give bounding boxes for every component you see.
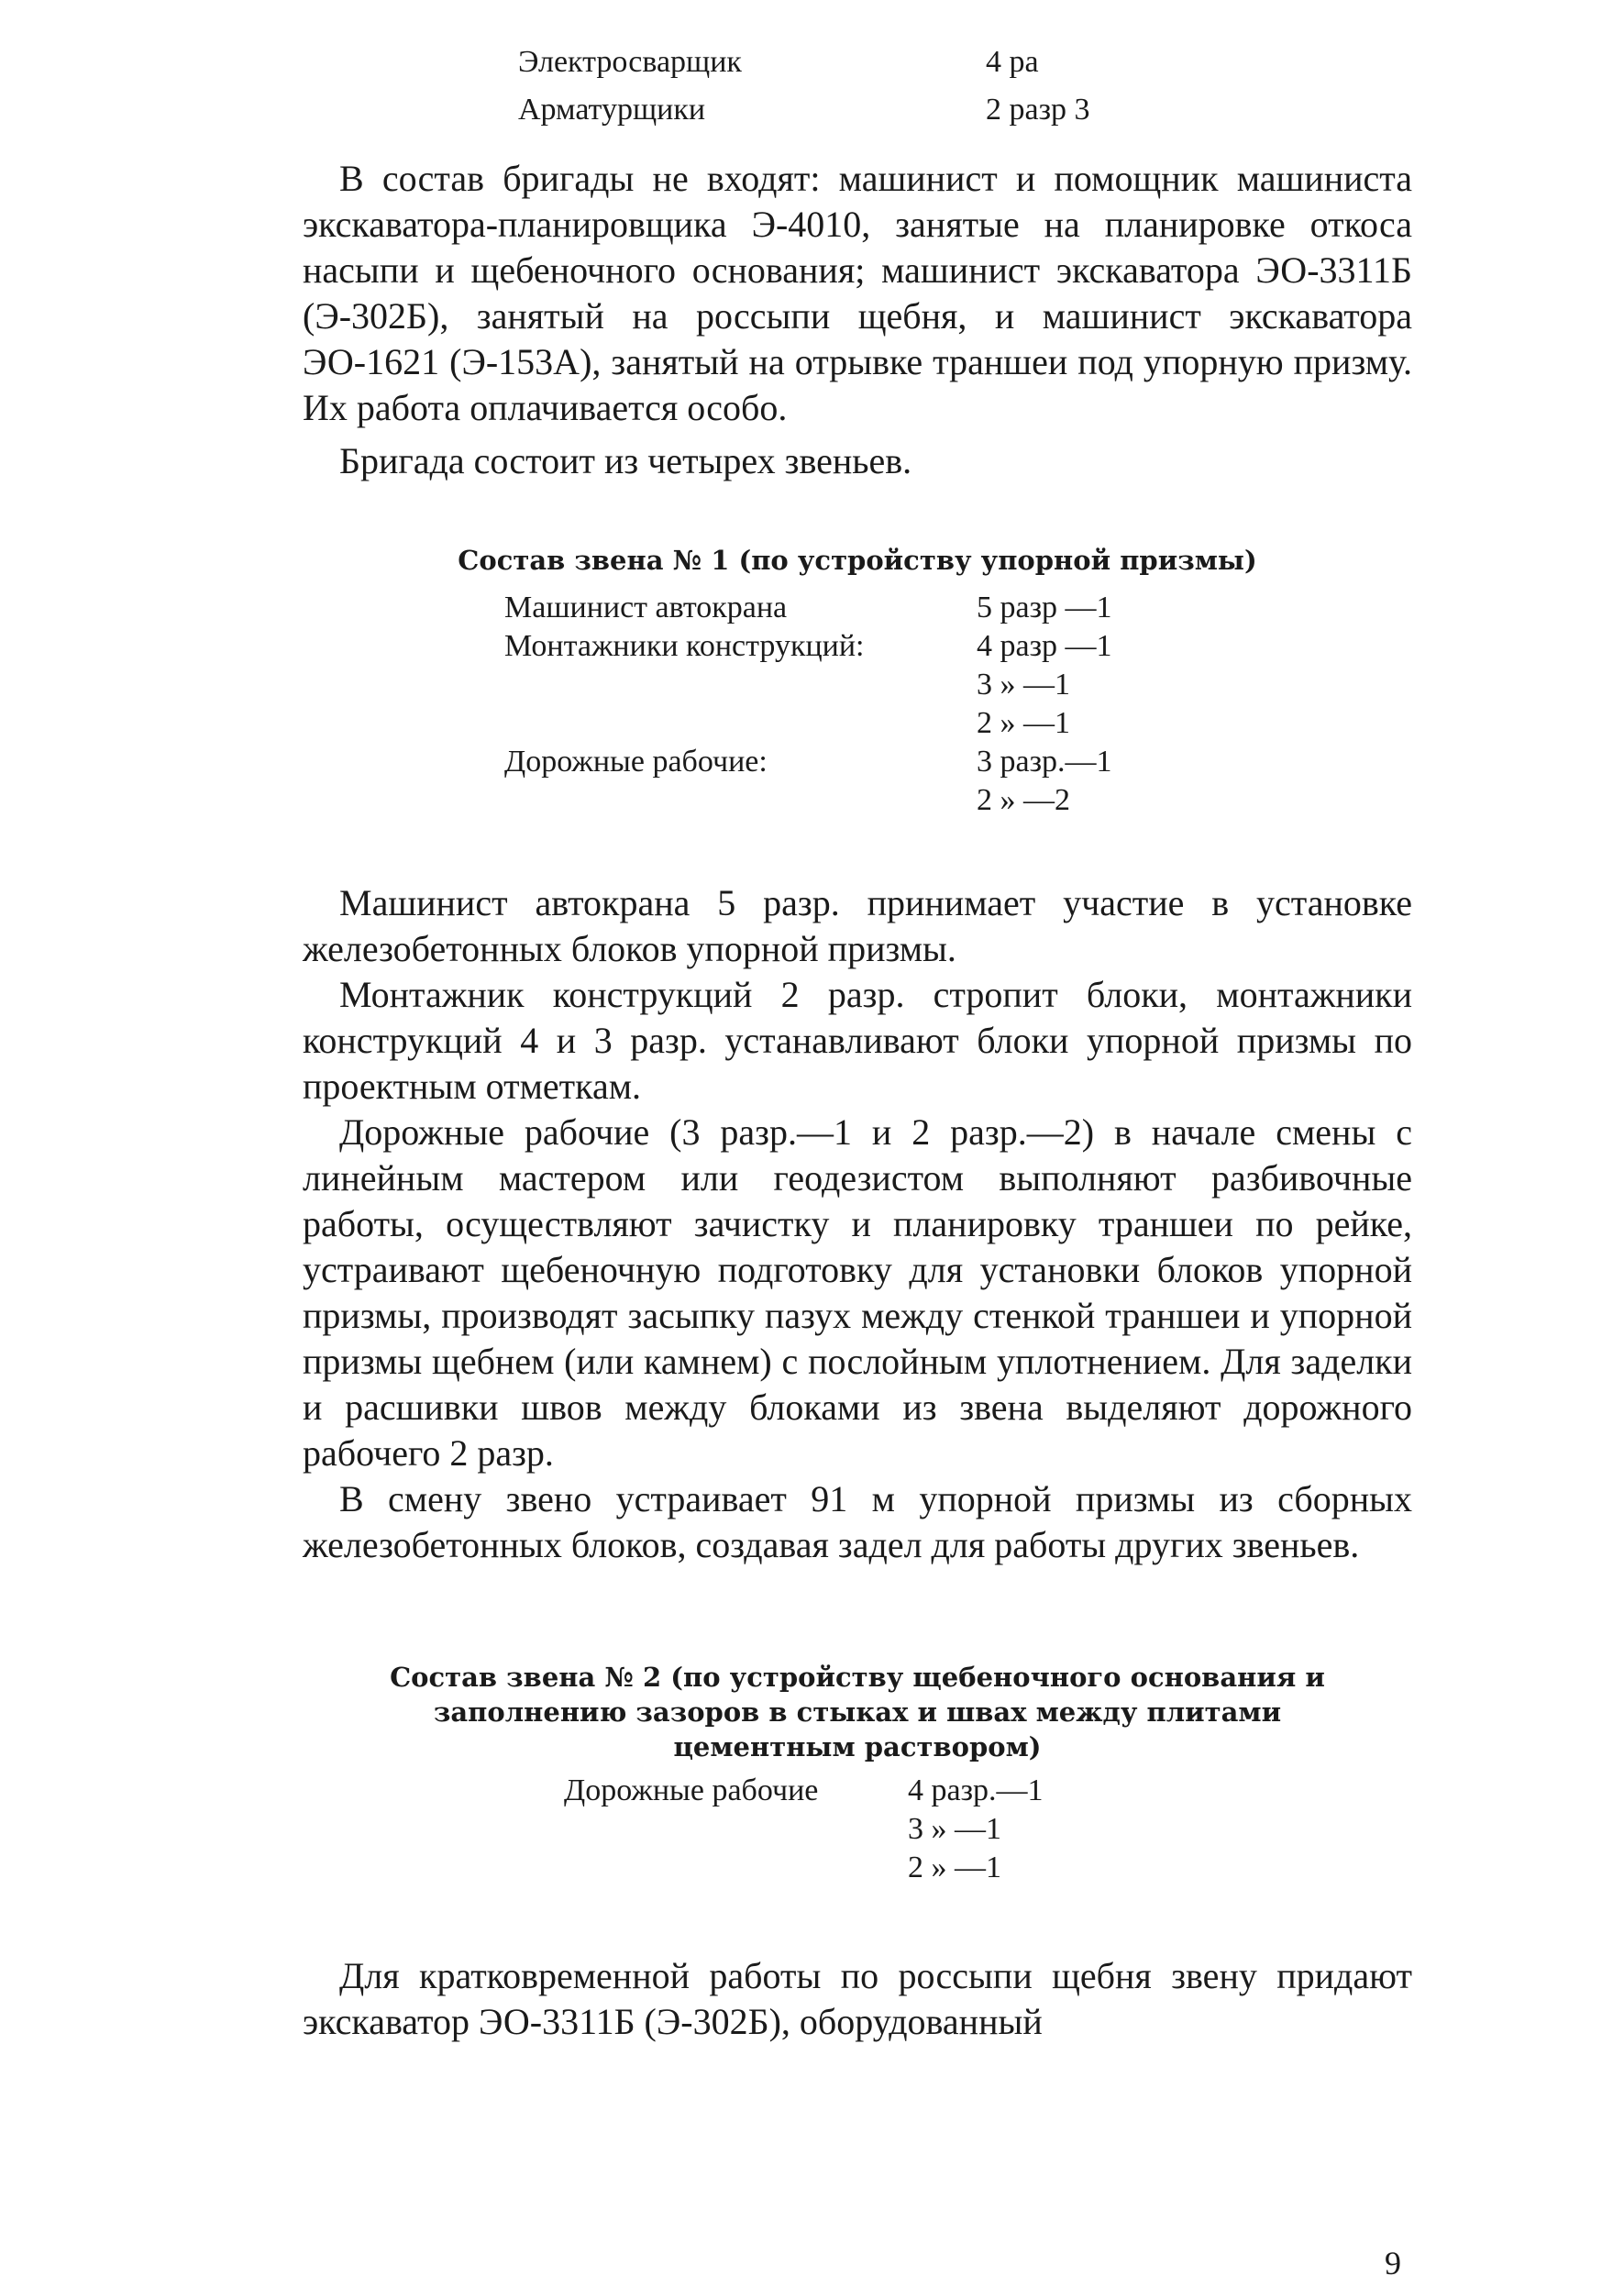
row-value: 5 разр —1 — [977, 591, 1112, 624]
paragraph — [303, 438, 1412, 484]
paragraph — [303, 156, 1412, 431]
list-item-label: Электросварщик — [518, 45, 742, 79]
row-value: 2 » —2 — [977, 783, 1070, 817]
paragraph — [303, 972, 1412, 1110]
paragraph-text: Дорожные рабочие (3 разр.—1 и 2 разр.—2) в начале смены с линейным мастером или геодезистом выполняют разбивочные работы, осуществляют зачистку и планировку траншеи по рейке, устраивают щебеночную подготовку для установки блоков упорной призмы, производят засыпку пазух между стенкой траншеи и упорной призмы щебнем (или камнем) с послойным уплотнением. Для заделки и расшивки швов между блоками из звена выделяют дорожного рабочего 2 разр. — [303, 1111, 1412, 1474]
table-row — [564, 1772, 1151, 1810]
table-row — [564, 1849, 1151, 1887]
crew-table — [564, 1772, 1151, 1887]
row-value: 4 разр.—1 — [908, 1773, 1044, 1807]
paragraph — [303, 1110, 1412, 1476]
row-value: 2 » —1 — [908, 1851, 1001, 1884]
paragraph — [303, 1476, 1412, 1568]
page-number: 9 — [1385, 2245, 1401, 2281]
row-value: 3 » —1 — [977, 668, 1070, 702]
paragraph-text: Бригада состоит из четырех звеньев. — [339, 440, 912, 481]
crew-table — [504, 589, 1201, 820]
row-label: Машинист автокрана — [504, 591, 788, 624]
row-label: Монтажники конструкций: — [504, 629, 865, 663]
paragraph — [303, 1953, 1412, 2045]
section-caption: Состав звена № 2 (по устройству щебеночного основания и заполнению зазоров в стыках и швах между плитами цементным раствором) — [390, 1662, 1325, 1762]
row-value: 2 » —1 — [977, 706, 1070, 740]
list-item-value: 2 разр 3 — [986, 93, 1090, 127]
row-label: Дорожные рабочие: — [504, 745, 768, 779]
table-row — [504, 627, 1201, 666]
table-row — [504, 666, 1201, 704]
row-label: Дорожные рабочие — [564, 1773, 819, 1807]
table-row — [504, 704, 1201, 743]
paragraph-text: Машинист автокрана 5 разр. принимает участие в установке железобетонных блоков упорной призмы. — [303, 882, 1412, 969]
paragraph-text: В состав бригады не входят: машинист и помощник машиниста экскаватора-планировщика Э-4010, занятые на планировке откоса насыпи и щебеночного основания; машинист экскаватора ЭО-3311Б (Э-302Б), занятый на россыпи щебня, и машинист экскаватора ЭО-1621 (Э-153А), занятый на отрывке траншеи под упорную призму. Их работа оплачивается особо. — [303, 158, 1412, 428]
list-item-label: Арматурщики — [518, 93, 706, 127]
row-value: 3 разр.—1 — [977, 745, 1112, 779]
paragraph-text: Монтажник конструкций 2 разр. стропит блоки, монтажники конструкций 4 и 3 разр. устанавливают блоки упорной призмы по проектным отметкам. — [303, 974, 1412, 1107]
paragraph — [303, 880, 1412, 972]
section-caption: Состав звена № 1 (по устройству упорной призмы) — [458, 545, 1257, 576]
table-row — [504, 589, 1201, 627]
table-row — [564, 1810, 1151, 1849]
row-value: 4 разр —1 — [977, 629, 1112, 663]
paragraph-text: Для кратковременной работы по россыпи щебня звену придают экскаватор ЭО-3311Б (Э-302Б), оборудованный — [303, 1955, 1412, 2042]
paragraph-text: В смену звено устраивает 91 м упорной призмы из сборных железобетонных блоков, создавая задел для работы других звеньев. — [303, 1478, 1412, 1565]
table-row — [504, 743, 1201, 781]
row-value: 3 » —1 — [908, 1812, 1001, 1846]
table-row — [504, 781, 1201, 820]
list-item-value: 4 ра — [986, 45, 1039, 79]
